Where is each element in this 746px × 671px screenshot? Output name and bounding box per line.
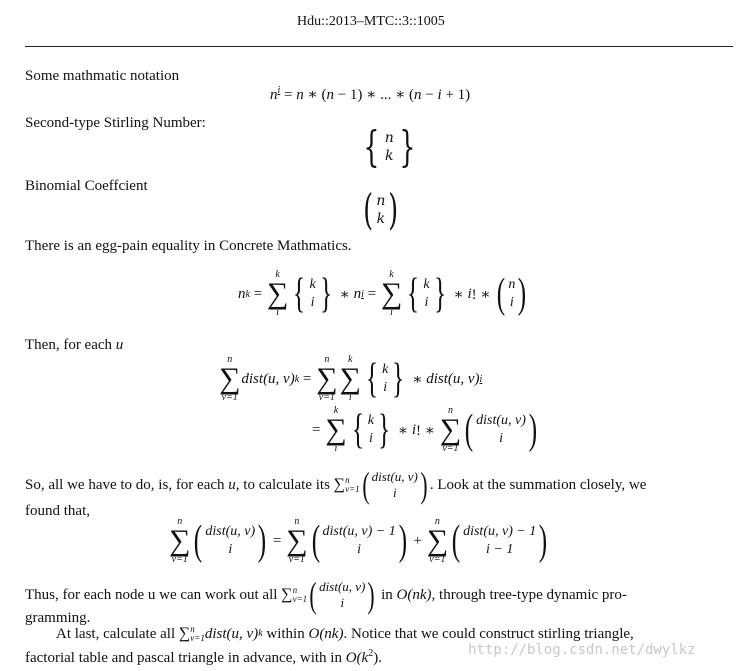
stirling-label: Second-type Stirling Number:: [25, 115, 206, 131]
binomial-symbol: ( n k ): [363, 185, 399, 234]
equality-label: There is an egg-pain equality in Concrete Mathmatics.: [25, 238, 352, 254]
page-title: Hdu::2013–MTC::3::1005: [297, 14, 445, 29]
watermark: http://blog.csdn.net/dwylkz: [468, 642, 696, 658]
binomial-label: Binomial Coeffcient: [25, 178, 148, 194]
so-paragraph-line2: found that,: [25, 503, 90, 519]
then-formula-line1: n ∑ v=1 dist(u, v) k = n ∑ v=1 k ∑ i { k i } ∗ dist(u, v) i: [219, 354, 483, 403]
recurrence-formula: n ∑ v=1 ( dist(u, v) i ) = n ∑ v=1 ( dist(u, v) − 1 i ) + n ∑ v=1 ( dist(u, v) − 1 i − 1 ): [169, 516, 548, 565]
last-paragraph-line2: factorial table and pascal triangle in advance, with in $O(k^2)$.: [25, 648, 382, 666]
notation-label: Some mathmatic notation: [25, 68, 180, 84]
thus-paragraph-line1: Thus, for each node u we can work out all ∑ n v=1 ( dist(u, v) i ) in O(nk) , through tree-type dynamic pro-: [25, 575, 627, 615]
thus-paragraph-line2: gramming.: [25, 610, 91, 626]
then-label: Then, for each u: [25, 337, 124, 353]
stirling-symbol: { n k }: [363, 122, 416, 171]
header-rule: [25, 46, 733, 47]
then-formula-line2: = k ∑ i { k i } ∗ i ! ∗ n ∑ v=1 ( dist(u, v) i ): [312, 405, 538, 454]
last-paragraph-line1: At last, calculate all ∑ n v=1 dist(u, v) k within O(nk) . Notice that we could construct stirling triangle,: [56, 624, 634, 643]
falling-factorial-formula: $n^i = n$ ∗ (n − 1) ∗ ... ∗ (n − i + 1): [270, 85, 471, 103]
so-paragraph-line1: So, all we have to do, is, for each u , to calculate its ∑ n v=1 ( dist(u, v) i ) . Look at the summation closely, we: [25, 465, 647, 505]
equality-formula: n k = k ∑ i { k i } ∗ n i = k ∑ i { k i } ∗ i ! ∗ ( n i ): [238, 269, 527, 318]
